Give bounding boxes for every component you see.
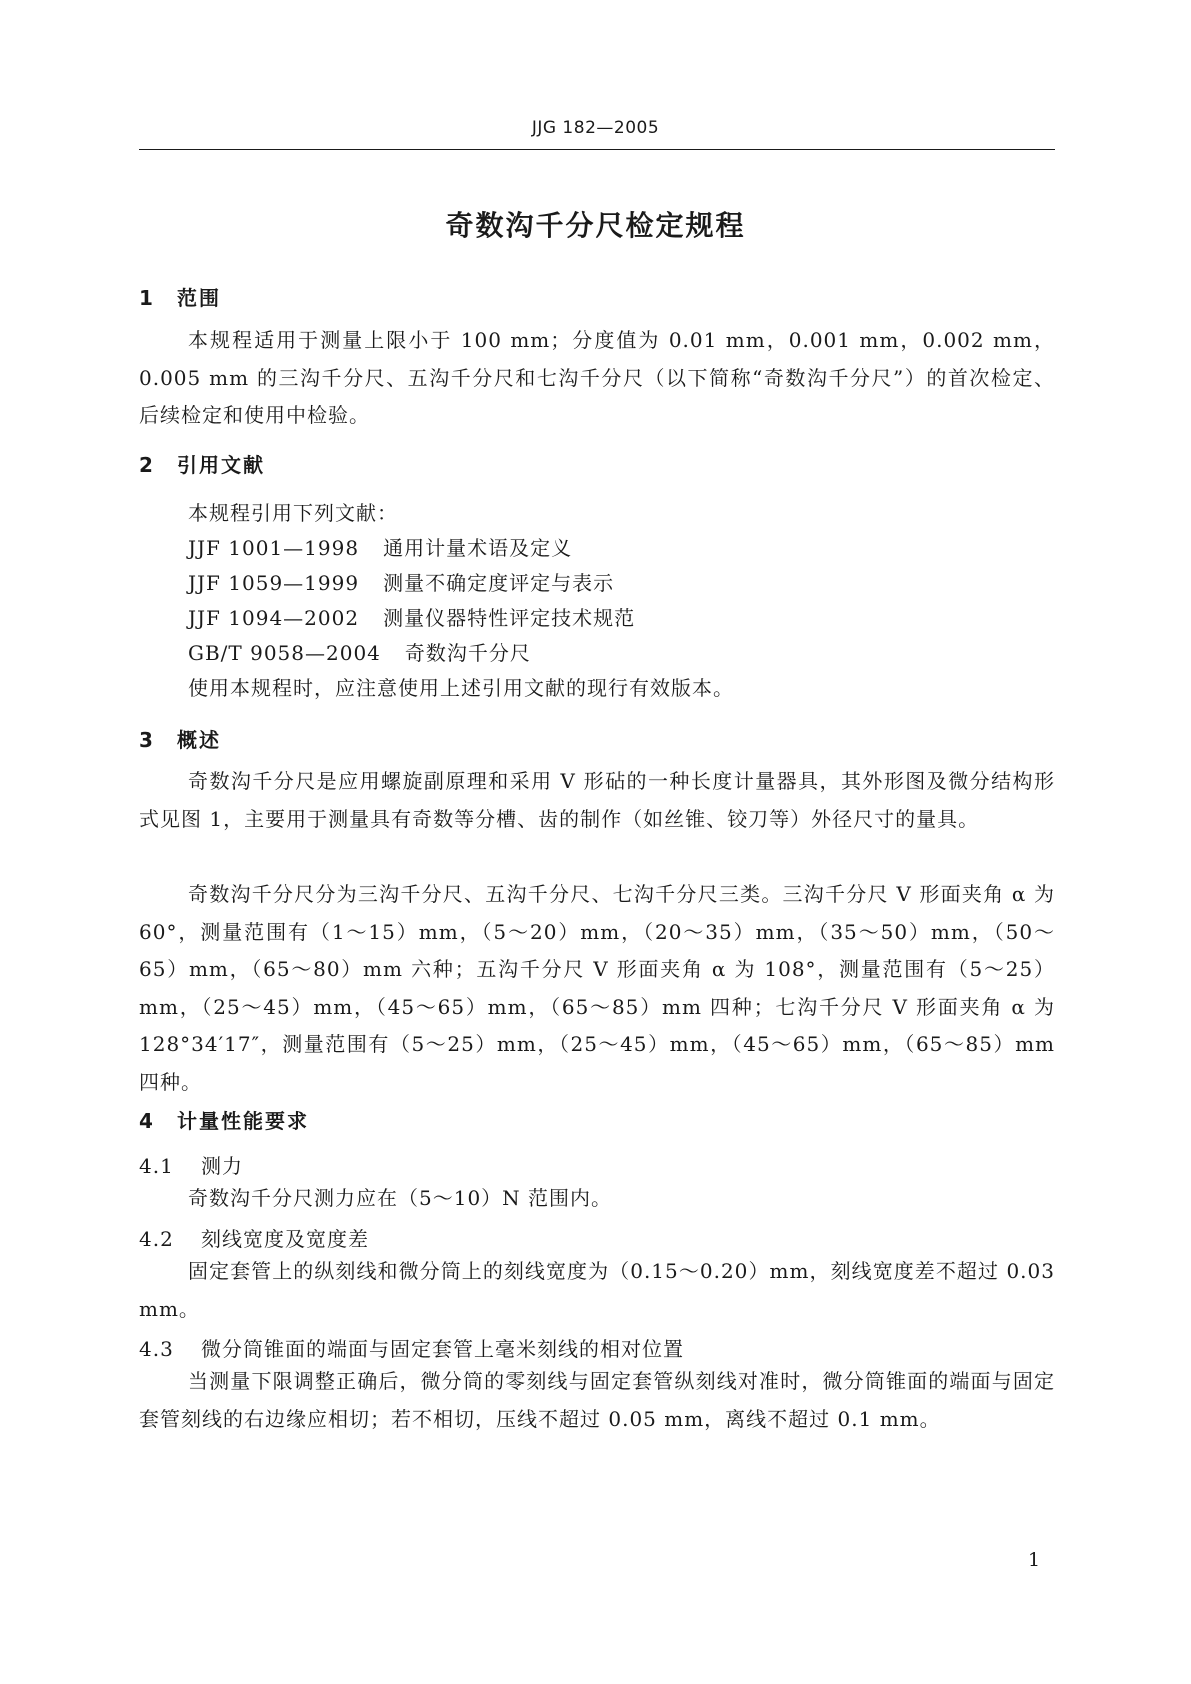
section-title: 引用文献 [177, 453, 265, 477]
subsection-number: 4.2 [139, 1227, 174, 1251]
header-rule [139, 149, 1055, 150]
subsection-4-2-text: 固定套管上的纵刻线和微分筒上的刻线宽度为（0.15～0.20）mm，刻线宽度差不超过 0.03 mm。 [139, 1259, 1055, 1321]
section-3-paragraph: 奇数沟千分尺是应用螺旋副原理和采用 V 形砧的一种长度计量器具，其外形图及微分结构形式见图 1，主要用于测量具有奇数等分槽、齿的制作（如丝锥、铰刀等）外径尺寸的量具。 [139, 769, 1055, 831]
section-title: 概述 [177, 728, 221, 752]
subsection-4-1-text: 奇数沟千分尺测力应在（5～10）N 范围内。 [188, 1186, 613, 1210]
reference-code: JJF 1094—2002 [188, 606, 360, 630]
page-number: 1 [1028, 1549, 1041, 1571]
section-1-heading [139, 282, 221, 311]
reference-code: GB/T 9058—2004 [188, 641, 381, 665]
reference-name: 测量仪器特性评定技术规范 [383, 606, 636, 630]
reference-item [188, 532, 572, 561]
section-number: 3 [139, 728, 155, 752]
reference-name: 测量不确定度评定与表示 [383, 571, 615, 595]
subsection-4-1-heading [139, 1150, 243, 1179]
section-number: 4 [139, 1109, 155, 1133]
header-standard-code: JJG 182—2005 [531, 118, 660, 138]
reference-name: 奇数沟千分尺 [404, 641, 531, 665]
reference-code: JJF 1059—1999 [188, 571, 360, 595]
reference-item [188, 637, 531, 666]
section-number: 2 [139, 453, 155, 477]
section-2-heading [139, 449, 265, 478]
section-3-heading [139, 724, 221, 753]
subsection-title: 测力 [201, 1154, 243, 1178]
reference-name: 通用计量术语及定义 [383, 536, 573, 560]
section-1-paragraph: 本规程适用于测量上限小于 100 mm；分度值为 0.01 mm，0.001 mm，0.002 mm，0.005 mm 的三沟千分尺、五沟千分尺和七沟千分尺（以下简称“奇数沟千分尺”）的首次检定、后续检定和使用中检验。 [139, 328, 1055, 427]
section-title: 计量性能要求 [177, 1109, 309, 1133]
subsection-number: 4.1 [139, 1154, 174, 1178]
subsection-title: 刻线宽度及宽度差 [201, 1227, 369, 1251]
reference-code: JJF 1001—1998 [188, 536, 360, 560]
section-3-paragraph: 奇数沟千分尺分为三沟千分尺、五沟千分尺、七沟千分尺三类。三沟千分尺 V 形面夹角 α 为 60°，测量范围有（1～15）mm，（5～20）mm，（20～35）mm，（35～50）mm，（50～65）mm，（65～80）mm 六种；五沟千分尺 V 形面夹角 α 为 108°，测量范围有（5～25）mm，（25～45）mm，（45～65）mm，（65～85）mm 四种；七沟千分尺 V 形面夹角 α 为 128°34′17″，测量范围有（5～25）mm，（25～45）mm，（45～65）mm，（65～85）mm 四种。 [139, 882, 1055, 1094]
subsection-4-2-heading [139, 1223, 369, 1252]
section-number: 1 [139, 286, 155, 310]
page-title: 奇数沟千分尺检定规程 [445, 209, 746, 242]
reference-item [188, 567, 614, 596]
references-intro: 本规程引用下列文献： [188, 501, 398, 525]
references-note: 使用本规程时，应注意使用上述引用文献的现行有效版本。 [188, 676, 734, 700]
section-4-heading [139, 1105, 309, 1134]
subsection-number: 4.3 [139, 1337, 174, 1361]
subsection-4-3-text: 当测量下限调整正确后，微分筒的零刻线与固定套管纵刻线对准时，微分筒锥面的端面与固定套管刻线的右边缘应相切；若不相切，压线不超过 0.05 mm，离线不超过 0.1 mm。 [139, 1369, 1055, 1431]
subsection-4-3-heading [139, 1333, 684, 1362]
reference-item [188, 602, 635, 631]
subsection-title: 微分筒锥面的端面与固定套管上毫米刻线的相对位置 [201, 1337, 684, 1361]
section-title: 范围 [177, 286, 221, 310]
